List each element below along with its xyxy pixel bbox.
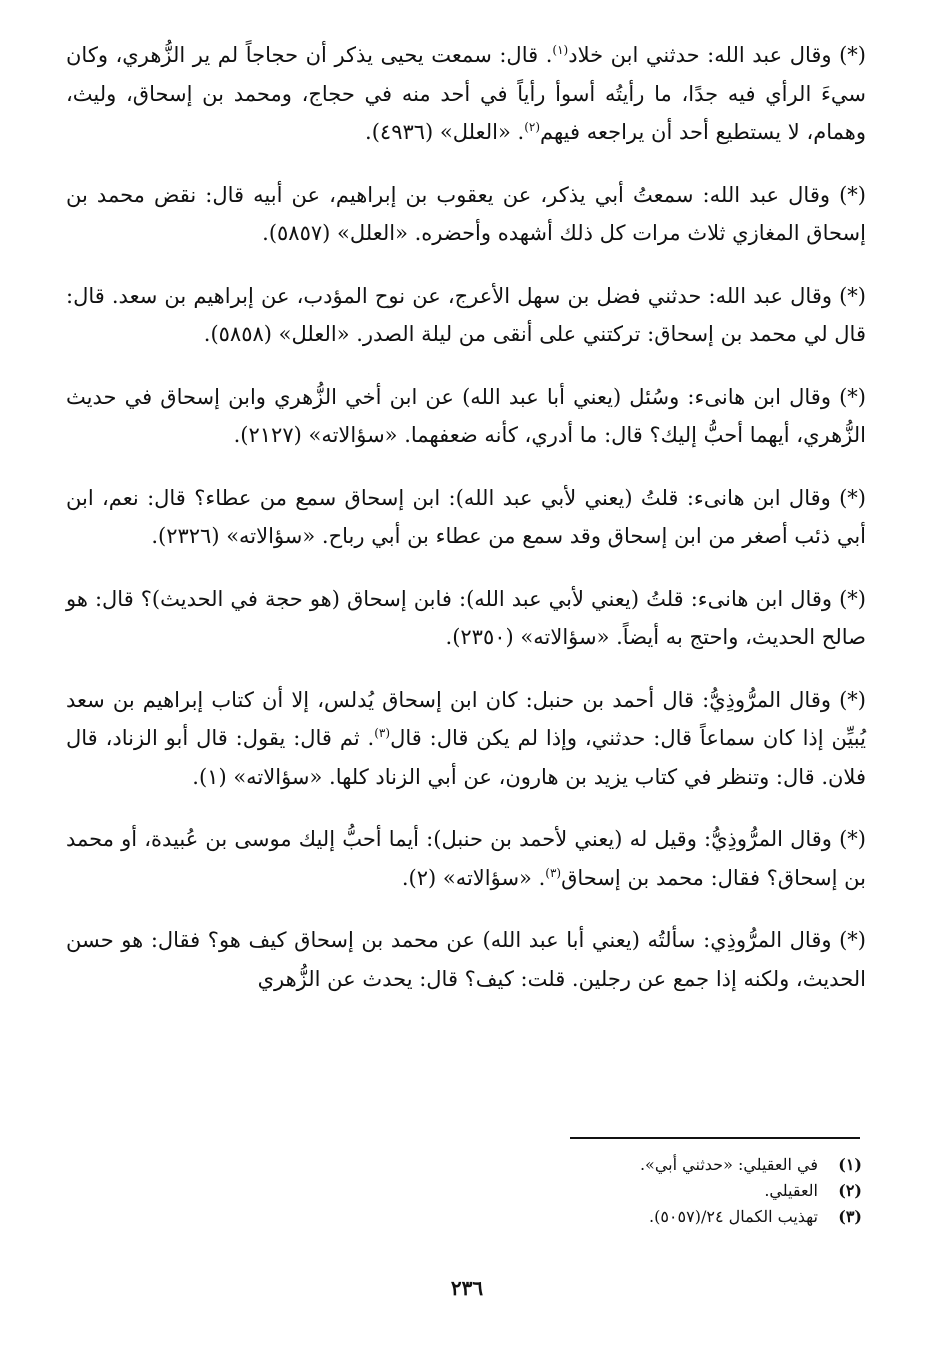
paragraph-7 [66, 681, 866, 797]
paragraph-3: (*) وقال عبد الله: حدثني فضل بن سهل الأعرج، عن نوح المؤدب، عن إبراهيم بن سعد. قال: قال لي محمد بن إسحاق: تركتني على أنقى من ليلة الصدر. «العلل» (٥٨٥٨). [66, 283, 866, 346]
footnote-ref-3: (٣) [374, 726, 391, 740]
footnote-3-text: تهذيب الكمال ٢٤/(٥٠٥٧). [649, 1207, 818, 1226]
paragraph-1 [66, 36, 866, 152]
footnote-3 [82, 1204, 862, 1230]
paragraph-1-text-c: . «العلل» (٤٩٣٦). [365, 120, 525, 144]
paragraph-8-text-a: (*) وقال المرُّوذِيُّ: وقيل له (يعني لأحمد بن حنبل): أيما أحبُّ إليك موسى بن عُبيدة، أو محمد بن إسحاق؟ فقال: محمد بن إسحاق [66, 827, 866, 890]
footnote-1-text: في العقيلي: «حدثني أبي». [639, 1155, 818, 1174]
footnote-ref-3b: (٣) [545, 865, 562, 880]
footnote-2 [82, 1178, 862, 1204]
footnote-divider [570, 1137, 860, 1139]
footnote-3-number: (٣) [838, 1207, 862, 1226]
footnote-ref-1: (١) [552, 43, 569, 57]
paragraph-8 [66, 820, 866, 897]
footnote-ref-2: (٢) [524, 120, 541, 134]
paragraph-2: (*) وقال عبد الله: سمعتُ أبي يذكر، عن يعقوب بن إبراهيم، عن أبيه قال: نقض محمد بن إسحاق المغازي ثلاث مرات كل ذلك أشهده وأحضره. «العلل» (٥٨٥٧). [66, 182, 866, 245]
paragraph-9: (*) وقال المرُّوذِي: سألتُه (يعني أبا عبد الله) عن محمد بن إسحاق كيف هو؟ فقال: هو حسن الحديث، ولكنه إذا جمع عن رجلين. قلت: كيف؟ قال: يحدث عن الزُّهري [66, 928, 866, 991]
paragraph-6: (*) وقال ابن هانىء: قلتُ (يعني لأبي عبد الله): فابن إسحاق (هو حجة في الحديث)؟ قال: هو صالح الحديث، واحتج به أيضاً. «سؤالاته» (٢٣٥٠). [66, 586, 866, 649]
footnotes [82, 1152, 862, 1230]
paragraph-4: (*) وقال ابن هانىء: وسُئل (يعني أبا عبد الله) عن ابن أخي الزُّهري وابن إسحاق في حديث الزُّهري، أيهما أحبُّ إليك؟ قال: ما أدري، كأنه ضعفهما. «سؤالاته» (٢١٢٧). [66, 384, 866, 447]
paragraph-5: (*) وقال ابن هانىء: قلتُ (يعني لأبي عبد الله): ابن إسحاق سمع من عطاء؟ قال: نعم، ابن أبي ذئب أصغر من ابن إسحاق وقد سمع من عطاء بن أبي رباح. «سؤالاته» (٢٣٢٦). [66, 485, 866, 548]
paragraph-1-text-b: . قال: سمعت يحيى يذكر أن حجاجاً لم ير الزُّهري، وكان سيءَ الرأي فيه جدًا، ما رأيتُه أسوأ رأياً في أحد منه في حجاج، ومحمد بن إسحاق، وليث، وهمام، لا يستطيع أحد أن يراجعه فيهم [66, 43, 866, 144]
page-body [66, 36, 866, 1022]
paragraph-7-text-b: . ثم قال: يقول: قال أبو الزناد، قال فلان. قال: وتنظر في كتاب يزيد بن هارون، عن أبي الزناد كلها. «سؤالاته» (١). [66, 726, 866, 789]
paragraph-8-text-b: . «سؤالاته» (٢). [401, 865, 546, 890]
page-number: ٢٣٦ [450, 1276, 484, 1300]
footnote-1 [82, 1152, 862, 1178]
footnote-1-number: (١) [838, 1155, 862, 1174]
paragraph-7-text-a: (*) وقال المرُّوذِيُّ: قال أحمد بن حنبل: كان ابن إسحاق يُدلس، إلا أن كتاب إبراهيم بن سعد يُبيِّن إذا كان سماعاً قال: حدثني، وإذا لم يكن قال: قال [66, 687, 866, 750]
paragraph-1-text-a: (*) وقال عبد الله: حدثني ابن خلاد [568, 43, 866, 67]
footnote-2-text: العقيلي. [764, 1181, 818, 1200]
footnote-2-number: (٢) [838, 1181, 862, 1200]
